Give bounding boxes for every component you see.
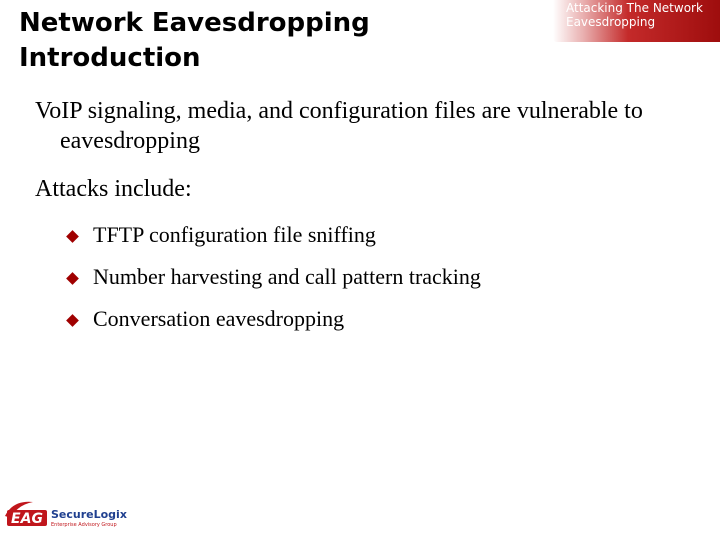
diamond-bullet-icon — [66, 314, 79, 327]
section-header-badge — [553, 0, 720, 42]
slide-title — [19, 6, 519, 76]
paragraph-vulnerability: VoIP signaling, media, and configuration files are vulnerable to eavesdropping — [35, 98, 643, 154]
eag-securelogix-logo — [3, 496, 138, 532]
bullet-text: Conversation eavesdropping — [93, 306, 345, 331]
bullet-item — [66, 218, 481, 260]
bullet-item — [66, 302, 481, 344]
bullet-text: TFTP configuration file sniffing — [93, 222, 376, 247]
header-badge-line-1: Attacking The Network — [566, 1, 703, 15]
paragraph-attacks-include: Attacks include: — [35, 176, 192, 202]
diamond-bullet-icon — [66, 230, 79, 243]
title-line-1: Network Eavesdropping — [19, 8, 370, 38]
bullet-list — [66, 218, 481, 344]
logo-mark-text: EAG — [11, 511, 43, 527]
logo-tagline-text: Enterprise Advisory Group — [51, 522, 117, 528]
body-paragraph-1 — [35, 96, 675, 156]
diamond-bullet-icon — [66, 272, 79, 285]
bullet-text: Number harvesting and call pattern tracking — [93, 264, 481, 289]
title-line-2: Introduction — [19, 43, 201, 73]
header-badge-line-2: Eavesdropping — [566, 15, 656, 29]
logo-brand-text: SecureLogix — [51, 508, 127, 521]
bullet-item — [66, 260, 481, 302]
